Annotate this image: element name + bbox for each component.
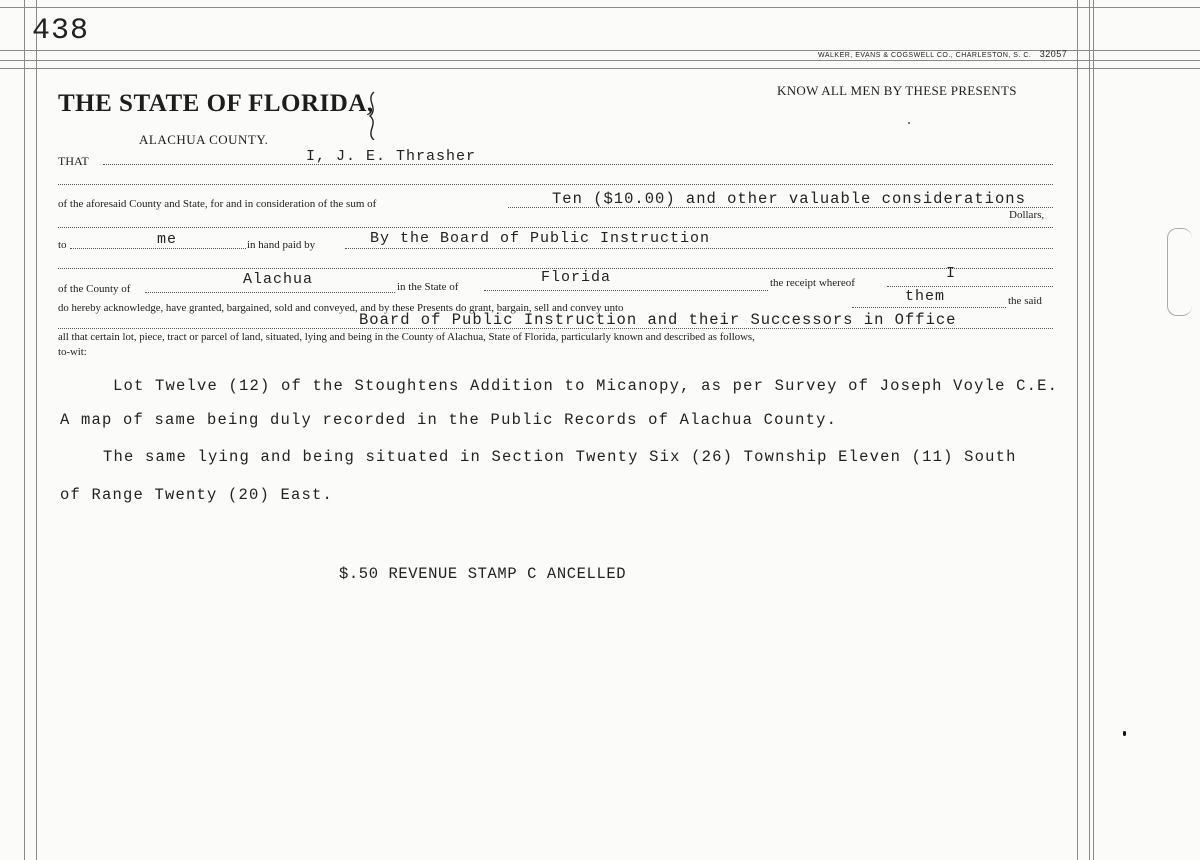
county-value: Alachua	[243, 271, 314, 288]
description-line-1: Lot Twelve (12) of the Stoughtens Addition to Micanopy, as per Survey of Joseph Voyle C.E.	[113, 377, 1059, 395]
receipt-value: I	[946, 265, 957, 282]
that-blank	[103, 164, 1053, 165]
grantee-blank	[58, 328, 1053, 329]
consideration-text: of the aforesaid County and State, for and in consideration of the sum of	[58, 198, 377, 210]
receipt-label: the receipt whereof	[770, 277, 855, 289]
state-blank	[484, 290, 768, 291]
grantee-value: Board of Public Instruction and their Successors in Office	[359, 311, 957, 329]
to-label: to	[58, 239, 67, 251]
left-margin-line	[24, 0, 25, 860]
header-rule-2	[0, 60, 1200, 61]
form-number: 32057	[1039, 49, 1068, 59]
description-line-3: The same lying and being situated in Section Twenty Six (26) Township Eleven (11) South	[103, 448, 1017, 466]
unto-blank	[852, 307, 1006, 308]
the-said-label: the said	[1008, 295, 1042, 307]
sum-value: Ten ($10.00) and other valuable considerations	[552, 190, 1026, 208]
header-rule-3	[0, 68, 1200, 69]
state-of-label: in the State of	[397, 281, 459, 293]
receipt-blank	[887, 286, 1053, 287]
right-margin-line	[1077, 0, 1078, 860]
county-blank	[145, 292, 395, 293]
top-rule	[0, 7, 1200, 8]
know-all-men: KNOW ALL MEN BY THESE PRESENTS	[777, 83, 1017, 98]
revenue-stamp-note: $.50 REVENUE STAMP C ANCELLED	[339, 565, 627, 583]
to-blank	[70, 248, 246, 249]
brace-icon	[366, 90, 380, 140]
description-line-2: A map of same being duly recorded in the Public Records of Alachua County.	[60, 411, 838, 429]
dollars-label: Dollars,	[1009, 209, 1045, 221]
grantor-value: I, J. E. Thrasher	[306, 148, 477, 165]
acknowledge-text: do hereby acknowledge, have granted, bargained, sold and conveyed, and by these Presents do grant, bargain, sell and convey unto	[58, 302, 624, 314]
county-label: ALACHUA COUNTY.	[139, 132, 269, 147]
left-margin-line-2	[36, 0, 37, 860]
paid-by-blank	[345, 248, 1053, 249]
paid-by-value: By the Board of Public Instruction	[370, 230, 711, 247]
description-line-4: of Range Twenty (20) East.	[60, 486, 334, 504]
state-value: Florida	[541, 269, 612, 286]
right-margin-line-3	[1093, 0, 1094, 860]
unto-value: them	[905, 288, 946, 305]
right-margin-line-2	[1089, 0, 1090, 860]
page-number: 438	[32, 14, 90, 48]
ink-dot-small	[908, 122, 910, 124]
line-above-to	[58, 227, 1053, 228]
to-value: me	[157, 231, 178, 248]
printer-name: WALKER, EVANS & COGSWELL CO., CHARLESTON, S. C.	[818, 52, 1032, 59]
state-title: THE STATE OF FLORIDA,	[58, 90, 374, 117]
that-label: THAT	[58, 154, 89, 168]
to-wit-label: to-wit:	[58, 346, 87, 358]
blank-line	[58, 184, 1053, 185]
paid-by-label: in hand paid by	[247, 239, 316, 251]
printer-imprint	[818, 49, 1067, 59]
county-of-label: of the County of	[58, 283, 131, 295]
binder-ring-mark	[1167, 228, 1192, 316]
ink-dot	[1123, 731, 1126, 736]
all-that-text: all that certain lot, piece, tract or parcel of land, situated, lying and being in the County of Alachua, State of Florida, particularly known and described as follows,	[58, 331, 755, 343]
